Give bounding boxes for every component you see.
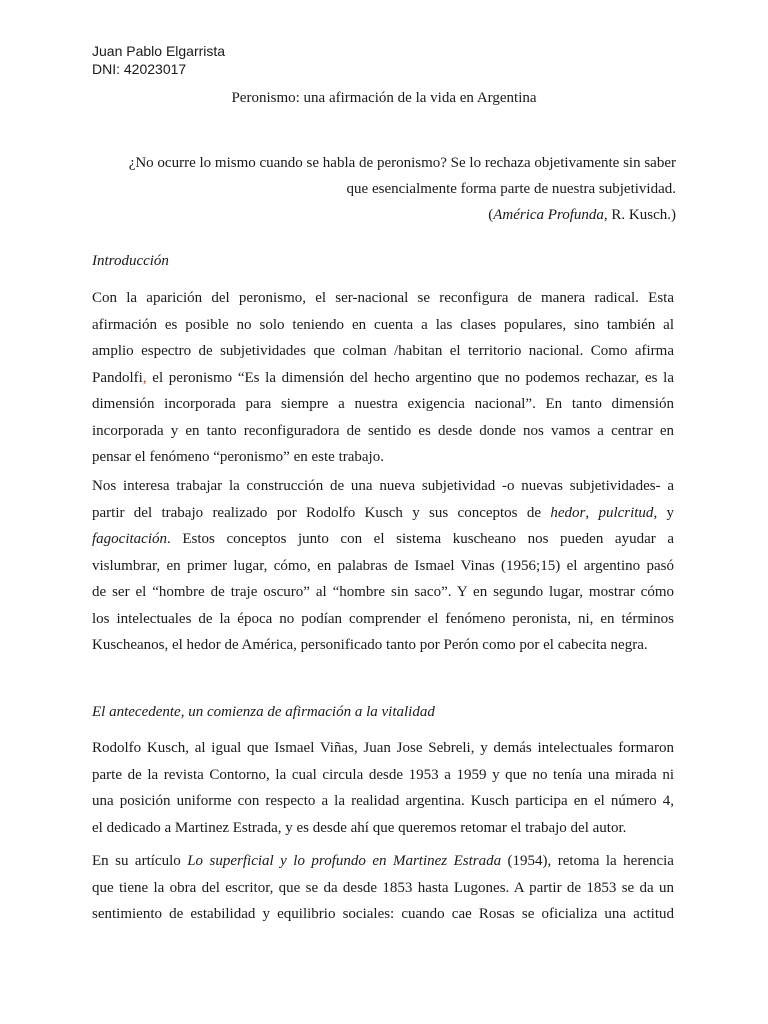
section-heading-antecedent: El antecedente, un comienza de afirmación a la vitalidad (92, 704, 435, 720)
text-line: parte de la revista Contorno, la cual circula desde 1953 a 1959 y que no tenía una mirada ni (92, 766, 674, 783)
text-line: amplio espectro de subjetividades que colman /habitan el territorio nacional. Como afirma (92, 343, 674, 359)
text-line: los intelectuales de la época no podían comprender el fenómeno peronista, ni, en términos (92, 610, 674, 627)
text-line: el dedicado a Martinez Estrada, y es desde ahí que queremos retomar el trabajo del autor. (92, 819, 627, 836)
text-line: Kuscheanos, el hedor de América, personificado tanto por Perón como por el cabecita negra. (92, 637, 648, 653)
text-line: fagocitación. Estos conceptos junto con el sistema kuscheano nos pueden ayudar a (92, 531, 674, 547)
text-line: afirmación es posible no solo teniendo en cuenta a las clases populares, sino también al (92, 316, 674, 333)
epigraph-line: ¿No ocurre lo mismo cuando se habla de peronismo? Se lo rechaza objetivamente sin saber (128, 155, 676, 171)
text-line: que tiene la obra del escritor, que se da desde 1853 hasta Lugones. A partir de 1853 se da un (92, 879, 674, 896)
text-line: partir del trabajo realizado por Rodolfo Kusch y sus conceptos de hedor, pulcritud, y (92, 504, 675, 521)
red-comma: , (142, 369, 147, 386)
text-line: de ser el “hombre de traje oscuro” al “hombre sin saco”. Y en segundo lugar, mostrar cómo (92, 584, 674, 600)
epigraph-citation: (América Profunda, R. Kusch.) (488, 207, 676, 223)
cited-article-title: Lo superficial y lo profundo en Martinez Estrada (187, 853, 502, 869)
text-line: incorporada y en tanto reconfiguradora de sentido es desde donde nos vamos a centrar en (92, 422, 674, 439)
epigraph (92, 150, 676, 228)
paragraph-1 (92, 285, 674, 471)
text-line: vislumbrar, en primer lugar, cómo, en palabras de Ismael Vinas (1956;15) el argentino pasó (92, 557, 674, 574)
author-name: Juan Pablo Elgarrista (92, 43, 226, 59)
author-block (92, 42, 225, 78)
text-line: Nos interesa trabajar la construcción de una nueva subjetividad -o nuevas subjetividades- a (92, 478, 674, 494)
section-heading-introduction: Introducción (92, 253, 169, 269)
paragraph-4 (92, 848, 674, 928)
paragraph-3 (92, 735, 674, 841)
text-line: dimensión incorporada para siempre a nuestra exigencia nacional”. En tanto dimensión (92, 396, 674, 412)
text-line: En su artículo Lo superficial y lo profundo en Martinez Estrada (1954), retoma la herencia (92, 853, 674, 869)
paragraph-2 (92, 473, 674, 659)
text-line: Rodolfo Kusch, al igual que Ismael Viñas, Juan Jose Sebreli, y demás intelectuales formaron (92, 740, 674, 756)
text-line: Con la aparición del peronismo, el ser-nacional se reconfigura de manera radical. Esta (92, 290, 674, 306)
epigraph-line: que esencialmente forma parte de nuestra subjetividad. (346, 181, 676, 197)
cited-book-title: América Profunda (493, 207, 604, 223)
author-dni: DNI: 42023017 (92, 61, 187, 77)
text-line: pensar el fenómeno “peronismo” en este trabajo. (92, 449, 384, 465)
text-line: Pandolfi, el peronismo “Es la dimensión del hecho argentino que no podemos rechazar, es la (92, 369, 674, 386)
document-title: Peronismo: una afirmación de la vida en Argentina (231, 90, 537, 106)
text-line: una posición uniforme con respecto a la realidad argentina. Kusch participa en el número 4, (92, 793, 674, 809)
text-line: sentimiento de estabilidad y equilibrio sociales: cuando cae Rosas se oficializa una actitud (92, 906, 674, 922)
